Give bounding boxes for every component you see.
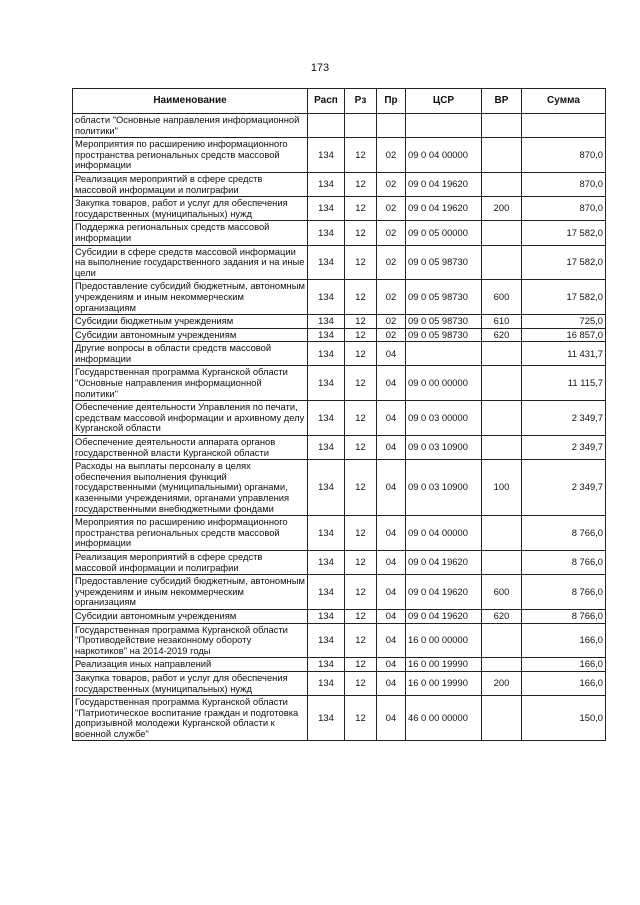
cell-pr: 02	[377, 328, 406, 342]
cell-rz: 12	[345, 696, 377, 741]
cell-name: Расходы на выплаты персоналу в целях обеспечения выполнения функций государственными (муниципальными) органами, казенными учреждениями, органами управления государственными внебюджетными фондами	[73, 460, 308, 516]
cell-rz: 12	[345, 575, 377, 610]
cell-vr	[482, 221, 522, 245]
cell-pr: 04	[377, 366, 406, 401]
cell-rasp: 134	[308, 245, 345, 280]
cell-csr: 09 0 04 19620	[406, 575, 482, 610]
table-row	[73, 114, 606, 138]
cell-sum: 166,0	[522, 623, 606, 658]
table-row	[73, 172, 606, 196]
cell-pr: 04	[377, 401, 406, 436]
cell-name: Обеспечение деятельности Управления по печати, средствам массовой информации и архивному делу Курганской области	[73, 401, 308, 436]
cell-rasp: 134	[308, 401, 345, 436]
column-header-csr: ЦСР	[406, 89, 482, 114]
table-row	[73, 460, 606, 516]
cell-rasp: 134	[308, 315, 345, 329]
cell-vr	[482, 658, 522, 672]
cell-name: Субсидии в сфере средств массовой информации на выполнение государственного задания и на иные цели	[73, 245, 308, 280]
cell-sum: 8 766,0	[522, 575, 606, 610]
cell-name: Государственная программа Курганской области "Основные направления информационной политики"	[73, 366, 308, 401]
cell-rasp: 134	[308, 138, 345, 173]
table-row	[73, 516, 606, 551]
table-row	[73, 315, 606, 329]
table-row	[73, 696, 606, 741]
cell-name: Мероприятия по расширению информационного пространства региональных средств массовой информации	[73, 516, 308, 551]
cell-pr: 04	[377, 550, 406, 574]
cell-csr: 09 0 05 98730	[406, 245, 482, 280]
cell-name: Поддержка региональных средств массовой информации	[73, 221, 308, 245]
cell-csr: 09 0 04 19620	[406, 550, 482, 574]
table-row	[73, 623, 606, 658]
table-row	[73, 550, 606, 574]
cell-rasp: 134	[308, 172, 345, 196]
cell-rasp: 134	[308, 366, 345, 401]
table-row	[73, 609, 606, 623]
page-number: 173	[310, 62, 330, 74]
cell-rasp: 134	[308, 671, 345, 695]
column-header-sum: Сумма	[522, 89, 606, 114]
cell-csr	[406, 114, 482, 138]
cell-pr: 02	[377, 197, 406, 221]
cell-csr: 16 0 00 00000	[406, 623, 482, 658]
table-row	[73, 328, 606, 342]
cell-pr: 02	[377, 315, 406, 329]
cell-pr: 04	[377, 460, 406, 516]
cell-pr: 04	[377, 623, 406, 658]
cell-rz: 12	[345, 623, 377, 658]
cell-name: Реализация мероприятий в сфере средств массовой информации и полиграфии	[73, 172, 308, 196]
cell-csr: 46 0 00 00000	[406, 696, 482, 741]
cell-pr: 02	[377, 280, 406, 315]
cell-rasp: 134	[308, 436, 345, 460]
cell-csr	[406, 342, 482, 366]
cell-rasp: 134	[308, 658, 345, 672]
cell-rz: 12	[345, 328, 377, 342]
cell-vr	[482, 366, 522, 401]
table-row	[73, 221, 606, 245]
cell-vr	[482, 342, 522, 366]
cell-sum: 166,0	[522, 658, 606, 672]
cell-pr: 04	[377, 696, 406, 741]
cell-csr: 09 0 05 98730	[406, 280, 482, 315]
cell-sum: 2 349,7	[522, 436, 606, 460]
cell-sum: 725,0	[522, 315, 606, 329]
cell-sum: 11 115,7	[522, 366, 606, 401]
cell-pr: 02	[377, 245, 406, 280]
cell-rasp: 134	[308, 550, 345, 574]
cell-vr: 610	[482, 315, 522, 329]
cell-sum: 16 857,0	[522, 328, 606, 342]
cell-csr: 09 0 05 00000	[406, 221, 482, 245]
cell-pr: 02	[377, 172, 406, 196]
cell-sum: 11 431,7	[522, 342, 606, 366]
table-header-row	[73, 89, 606, 114]
cell-sum: 870,0	[522, 172, 606, 196]
cell-rz: 12	[345, 172, 377, 196]
cell-rz: 12	[345, 516, 377, 551]
cell-rz: 12	[345, 436, 377, 460]
table-row	[73, 342, 606, 366]
table-row	[73, 245, 606, 280]
cell-rasp: 134	[308, 197, 345, 221]
cell-rasp: 134	[308, 696, 345, 741]
cell-sum: 870,0	[522, 138, 606, 173]
cell-vr	[482, 436, 522, 460]
cell-pr: 02	[377, 221, 406, 245]
cell-csr: 09 0 04 19620	[406, 609, 482, 623]
cell-vr: 620	[482, 328, 522, 342]
cell-sum: 8 766,0	[522, 516, 606, 551]
cell-rz: 12	[345, 609, 377, 623]
cell-name: Реализация иных направлений	[73, 658, 308, 672]
cell-csr: 09 0 04 00000	[406, 138, 482, 173]
table-row	[73, 658, 606, 672]
cell-pr: 04	[377, 671, 406, 695]
cell-rasp: 134	[308, 280, 345, 315]
cell-name: Государственная программа Курганской области "Патриотическое воспитание граждан и подготовка допризывной молодежи Курганской области к военной службе"	[73, 696, 308, 741]
cell-sum: 17 582,0	[522, 245, 606, 280]
cell-csr: 09 0 03 10900	[406, 436, 482, 460]
cell-rasp: 134	[308, 575, 345, 610]
cell-csr: 09 0 05 98730	[406, 328, 482, 342]
cell-csr: 09 0 04 19620	[406, 172, 482, 196]
cell-sum: 8 766,0	[522, 609, 606, 623]
column-header-rz: Рз	[345, 89, 377, 114]
cell-csr: 09 0 04 19620	[406, 197, 482, 221]
cell-rz: 12	[345, 138, 377, 173]
cell-name: Реализация мероприятий в сфере средств массовой информации и полиграфии	[73, 550, 308, 574]
cell-name: Другие вопросы в области средств массовой информации	[73, 342, 308, 366]
cell-pr: 04	[377, 658, 406, 672]
cell-vr	[482, 516, 522, 551]
cell-vr: 620	[482, 609, 522, 623]
cell-rz: 12	[345, 245, 377, 280]
cell-rz: 12	[345, 197, 377, 221]
cell-name: Субсидии автономным учреждениям	[73, 328, 308, 342]
table-row	[73, 436, 606, 460]
cell-name: Субсидии бюджетным учреждениям	[73, 315, 308, 329]
cell-pr: 04	[377, 342, 406, 366]
cell-csr: 16 0 00 19990	[406, 658, 482, 672]
cell-vr	[482, 550, 522, 574]
cell-rasp: 134	[308, 609, 345, 623]
cell-name: Обеспечение деятельности аппарата органов государственной власти Курганской области	[73, 436, 308, 460]
table-row	[73, 280, 606, 315]
cell-pr: 04	[377, 436, 406, 460]
cell-name: Закупка товаров, работ и услуг для обеспечения государственных (муниципальных) нужд	[73, 671, 308, 695]
column-header-vr: ВР	[482, 89, 522, 114]
cell-rz: 12	[345, 460, 377, 516]
cell-csr: 09 0 05 98730	[406, 315, 482, 329]
table-row	[73, 671, 606, 695]
table-row	[73, 575, 606, 610]
cell-rasp: 134	[308, 221, 345, 245]
cell-rz: 12	[345, 658, 377, 672]
cell-rz	[345, 114, 377, 138]
cell-rasp	[308, 114, 345, 138]
cell-vr	[482, 245, 522, 280]
table-body	[73, 114, 606, 741]
cell-pr: 04	[377, 609, 406, 623]
cell-rasp: 134	[308, 623, 345, 658]
cell-rz: 12	[345, 366, 377, 401]
cell-vr	[482, 623, 522, 658]
cell-name: Предоставление субсидий бюджетным, автономным учреждениям и иным некоммерческим организациям	[73, 575, 308, 610]
cell-name: Мероприятия по расширению информационного пространства региональных средств массовой информации	[73, 138, 308, 173]
cell-sum: 17 582,0	[522, 280, 606, 315]
cell-vr	[482, 172, 522, 196]
cell-rz: 12	[345, 342, 377, 366]
cell-sum: 166,0	[522, 671, 606, 695]
cell-vr: 100	[482, 460, 522, 516]
cell-rz: 12	[345, 280, 377, 315]
cell-vr	[482, 401, 522, 436]
cell-pr: 04	[377, 516, 406, 551]
cell-csr: 09 0 03 00000	[406, 401, 482, 436]
cell-vr: 600	[482, 575, 522, 610]
cell-sum: 150,0	[522, 696, 606, 741]
cell-sum: 2 349,7	[522, 401, 606, 436]
table-row	[73, 401, 606, 436]
table-row	[73, 138, 606, 173]
cell-sum	[522, 114, 606, 138]
cell-vr: 600	[482, 280, 522, 315]
cell-vr: 200	[482, 671, 522, 695]
cell-rz: 12	[345, 315, 377, 329]
cell-csr: 09 0 03 10900	[406, 460, 482, 516]
cell-vr	[482, 114, 522, 138]
cell-vr	[482, 696, 522, 741]
cell-rz: 12	[345, 671, 377, 695]
cell-rz: 12	[345, 550, 377, 574]
cell-name: Закупка товаров, работ и услуг для обеспечения государственных (муниципальных) нужд	[73, 197, 308, 221]
cell-name: Предоставление субсидий бюджетным, автономным учреждениям и иным некоммерческим организациям	[73, 280, 308, 315]
cell-vr	[482, 138, 522, 173]
column-header-name: Наименование	[73, 89, 308, 114]
cell-pr: 04	[377, 575, 406, 610]
cell-sum: 870,0	[522, 197, 606, 221]
cell-rasp: 134	[308, 342, 345, 366]
cell-pr: 02	[377, 138, 406, 173]
cell-sum: 2 349,7	[522, 460, 606, 516]
cell-csr: 09 0 04 00000	[406, 516, 482, 551]
cell-rasp: 134	[308, 328, 345, 342]
cell-pr	[377, 114, 406, 138]
cell-sum: 17 582,0	[522, 221, 606, 245]
cell-rz: 12	[345, 221, 377, 245]
cell-sum: 8 766,0	[522, 550, 606, 574]
cell-name: Государственная программа Курганской области "Противодействие незаконному обороту наркотиков" на 2014-2019 годы	[73, 623, 308, 658]
cell-name: области "Основные направления информационной политики"	[73, 114, 308, 138]
column-header-rasp: Расп	[308, 89, 345, 114]
cell-rasp: 134	[308, 516, 345, 551]
cell-rasp: 134	[308, 460, 345, 516]
column-header-pr: Пр	[377, 89, 406, 114]
cell-csr: 16 0 00 19990	[406, 671, 482, 695]
cell-rz: 12	[345, 401, 377, 436]
budget-table	[72, 88, 606, 741]
cell-vr: 200	[482, 197, 522, 221]
table-row	[73, 197, 606, 221]
cell-csr: 09 0 00 00000	[406, 366, 482, 401]
table-row	[73, 366, 606, 401]
cell-name: Субсидии автономным учреждениям	[73, 609, 308, 623]
